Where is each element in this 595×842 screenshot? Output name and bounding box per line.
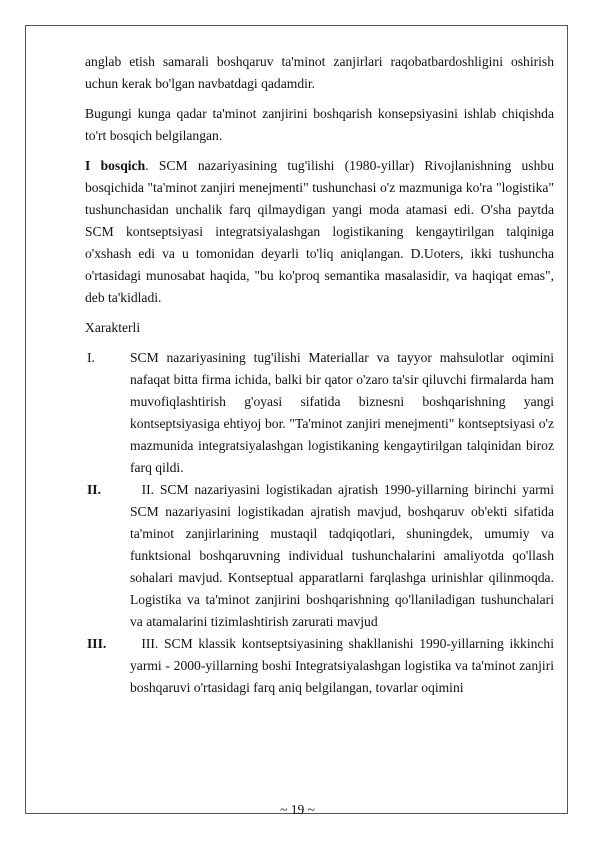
document-body xyxy=(85,51,558,699)
list-item xyxy=(85,347,554,479)
list-item xyxy=(85,633,558,699)
list-item-text: II. SCM nazariyasini logistikadan ajratish 1990-yillarning birinchi yarmi SCM nazariyasini logistikadan ajratish mavjud, boshqaruv ob'ekti sifatida ta'minot zanjirlarining mustaqil tadqiqotlari, shuningdek, umumiy va funktsional boshqaruvning individual tushunchalarini amaliyotda qo'llash sohalari mavjud. Kontseptual apparatlarni farqlashga urinishlar qilinmoqda. Logistika va ta'minot zanjirini boshqarishning qo'llaniladigan tushunchalari va atamalarini tizimlashtirish zarurati mavjud xyxy=(130,482,558,629)
paragraph-stage-one xyxy=(85,155,554,309)
stage-one-text: . SCM nazariyasining tug'ilishi (1980-yillar) Rivojlanishning ushbu bosqichida "ta'minot zanjiri menejmenti" tushunchasi o'z mazmuniga ko'ra "logistika" tushunchasidan unchalik farq qilmaydigan yangi moda atamasi edi. O'sha paytda SCM kontseptsiyasi integratsiyalashgan logistikaning kengaytirilgan talqiniga o'xshash edi va u tomonidan deyarli to'liq aniqlangan. D.Uoters, ikki tushuncha o'rtasidagi munosabat haqida, "bu ko'proq semantika masalasidir, va haqiqat emas", deb ta'kidladi. xyxy=(85,158,554,305)
list-item-text: III. SCM klassik kontseptsiyasining shakllanishi 1990-yillarning ikkinchi yarmi - 2000-yillarning boshi Integratsiyalashgan logistika va ta'minot zanjiri boshqaruvi o'rtasidagi farq aniq belgilangan, tovarlar oqimini xyxy=(130,636,558,695)
paragraph-stages: Bugungi kunga qadar ta'minot zanjirini boshqarish konsepsiyasini ishlab chiqishda to'rt bosqich belgilangan. xyxy=(85,106,554,143)
section-subheading: Xarakterli xyxy=(85,320,141,335)
list-item xyxy=(85,479,558,633)
list-item-number: II. xyxy=(87,482,101,497)
list-item-number: III. xyxy=(87,636,107,651)
paragraph-intro: anglab etish samarali boshqaruv ta'minot zanjirlari raqobatbardoshligini oshirish uchun kerak bo'lgan navbatdagi qadamdir. xyxy=(85,54,554,91)
page-number: ~ 19 ~ xyxy=(279,802,316,817)
list-item-text: SCM nazariyasining tug'ilishi Materiallar va tayyor mahsulotlar oqimini nafaqat bitta firma ichida, balki bir qator o'zaro ta'sir qiluvchi firmalarda ham muvofiqlashtirish g'oyasi sifatida biznesni boshqarishning yangi kontseptsiyasiga ehtiyoj bor. "Ta'minot zanjiri menejmenti" kontseptsiyasi o'z mazmunida integratsiyalashgan logistikaning kengaytirilgan talqinidan biroz farq qildi. xyxy=(130,350,554,475)
stage-one-heading: I bosqich xyxy=(85,158,146,173)
list-item-number: I. xyxy=(87,350,95,365)
